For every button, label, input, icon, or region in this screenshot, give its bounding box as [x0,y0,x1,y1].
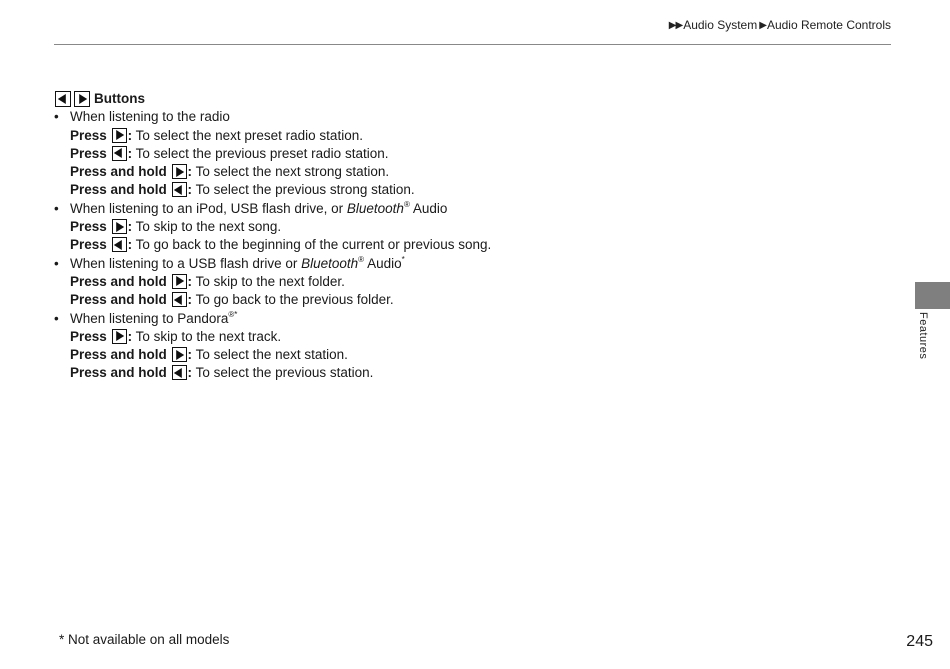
double-arrow-icon: ▶▶ [668,19,683,31]
instruction-text: To select the previous strong station. [195,182,415,198]
instruction-line: Press and hold : To select the previous station. [70,365,374,381]
skip-back-icon [172,292,187,307]
action-label: Press [70,237,107,253]
instruction-line: Press and hold : To go back to the previous folder. [70,292,394,308]
skip-forward-icon [112,219,127,234]
instruction-text: To select the next preset radio station. [135,127,363,143]
instruction-text: To go back to the beginning of the current or previous song. [135,237,492,253]
skip-forward-icon [112,128,127,143]
bullet-text: When listening to the radio [70,109,230,125]
instruction-line: Press and hold : To skip to the next folder. [70,273,345,289]
instruction-line: Press : To skip to the next track. [70,328,282,344]
instruction-line: Press and hold : To select the next strong station. [70,164,390,180]
breadcrumb [669,18,891,32]
section-heading [54,90,491,108]
footnote: * Not available on all models [59,632,230,647]
action-label: Press and hold [70,347,167,363]
skip-forward-icon [172,274,187,289]
instruction-line: Press and hold : To select the next station. [70,347,348,363]
header-divider [54,44,891,45]
heading-label: Buttons [94,91,145,106]
skip-back-icon [172,182,187,197]
list-item: • When listening to an iPod, USB flash drive, or Bluetooth® Audio [54,200,491,218]
action-label: Press and hold [70,292,167,308]
instruction-line: Press : To select the previous preset radio station. [70,145,389,161]
action-label: Press [70,145,107,161]
action-label: Press and hold [70,182,167,198]
instruction-text: To go back to the previous folder. [195,292,394,308]
action-label: Press [70,328,107,344]
instruction-text: To select the previous station. [195,365,374,381]
breadcrumb-section: Audio System [683,18,758,32]
skip-forward-icon [172,347,187,362]
page-number: 245 [906,633,933,650]
instruction-text: To select the next station. [195,347,348,363]
skip-back-icon [112,146,127,161]
action-label: Press and hold [70,365,167,381]
main-content [54,90,491,383]
instruction-text: To select the next strong station. [195,164,390,180]
list-item [54,108,491,126]
instruction-line: Press : To skip to the next song. [70,219,282,235]
action-label: Press and hold [70,273,167,289]
skip-forward-icon [112,329,127,344]
list-item: • When listening to a USB flash drive or Bluetooth® Audio* [54,255,491,273]
arrow-icon: ▶ [759,19,766,31]
action-label: Press and hold [70,164,167,180]
skip-back-icon [172,365,187,380]
instruction-line: Press and hold : To select the previous strong station. [70,182,415,198]
instruction-line: Press : To select the next preset radio station. [70,127,363,143]
breadcrumb-page: Audio Remote Controls [766,18,891,32]
instruction-text: To skip to the next folder. [195,273,345,289]
section-tab-marker [915,282,950,309]
instruction-text: To skip to the next track. [135,328,282,344]
action-label: Press [70,127,107,143]
skip-back-button-icon [55,91,71,107]
skip-forward-icon [172,164,187,179]
skip-forward-button-icon [74,91,90,107]
instruction-line: Press : To go back to the beginning of the current or previous song. [70,237,492,253]
action-label: Press [70,219,107,235]
skip-back-icon [112,237,127,252]
section-tab-label: Features [917,312,929,360]
instruction-text: To select the previous preset radio station. [135,145,389,161]
list-item: • When listening to Pandora®* [54,310,491,328]
instruction-text: To skip to the next song. [135,219,282,235]
